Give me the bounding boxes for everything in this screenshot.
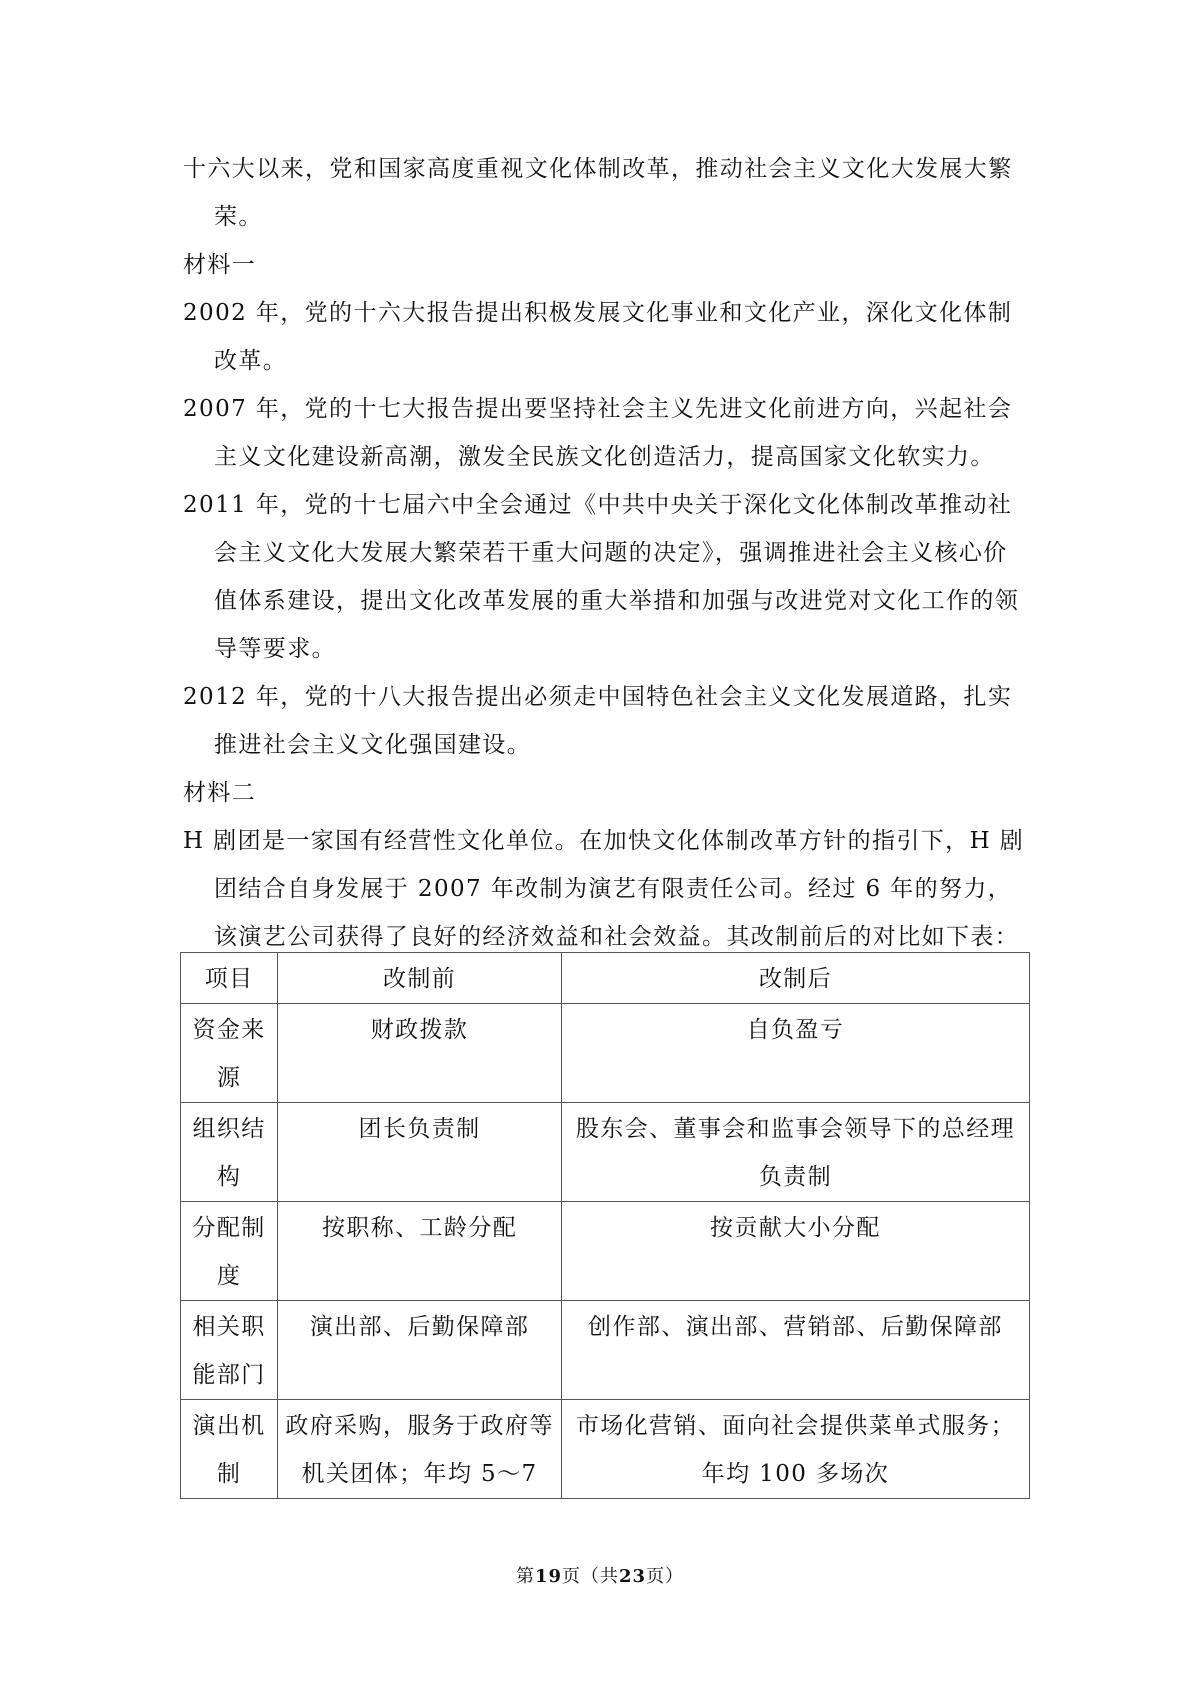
footer-prefix: 第 bbox=[515, 1566, 535, 1587]
table-cell-item: 相关职能部门 bbox=[181, 1301, 278, 1400]
table-cell-after: 按贡献大小分配 bbox=[561, 1202, 1029, 1301]
table-header-row bbox=[181, 953, 1030, 1004]
footer-page-number: 19 bbox=[534, 1566, 562, 1587]
table-header-cell: 改制后 bbox=[561, 953, 1029, 1004]
intro-paragraph: 十六大以来，党和国家高度重视文化体制改革，推动社会主义文化大发展大繁荣。 bbox=[183, 156, 1013, 230]
table-cell-before: 政府采购，服务于政府等机关团体；年均 5～7 bbox=[278, 1400, 562, 1499]
table-row bbox=[181, 1400, 1030, 1499]
table-cell-before: 团长负责制 bbox=[278, 1103, 562, 1202]
table-header-cell: 项目 bbox=[181, 953, 278, 1004]
table-row bbox=[181, 1004, 1030, 1103]
material1-item: 2012 年，党的十八大报告提出必须走中国特色社会主义文化发展道路，扎实推进社会主义文化强国建设。 bbox=[183, 684, 1013, 758]
material2-paragraph: H 剧团是一家国有经营性文化单位。在加快文化体制改革方针的指引下，H 剧团结合自身发展于 2007 年改制为演艺有限责任公司。经过 6 年的努力，该演艺公司获得了良好的经济效益和社会效益。其改制前后的对比如下表： bbox=[183, 828, 1025, 950]
material1-label: 材料一 bbox=[183, 252, 257, 278]
material1-item: 2011 年，党的十七届六中全会通过《中共中央关于深化文化体制改革推动社会主义文化大发展大繁荣若干重大问题的决定》，强调推进社会主义核心价值体系建设，提出文化改革发展的重大举措和加强与改进党对文化工作的领导等要求。 bbox=[183, 492, 1020, 662]
table-row bbox=[181, 1301, 1030, 1400]
table-cell-before: 按职称、工龄分配 bbox=[278, 1202, 562, 1301]
material2-label: 材料二 bbox=[183, 780, 257, 806]
footer-total-pages: 23 bbox=[619, 1566, 647, 1587]
table-cell-before: 演出部、后勤保障部 bbox=[278, 1301, 562, 1400]
material1-item: 2007 年，党的十七大报告提出要坚持社会主义先进文化前进方向，兴起社会主义文化建设新高潮，激发全民族文化创造活力，提高国家文化软实力。 bbox=[183, 396, 1013, 470]
footer-middle: 页（共 bbox=[562, 1566, 619, 1587]
document-body bbox=[183, 145, 1030, 961]
table-row bbox=[181, 1202, 1030, 1301]
table-cell-after: 自负盈亏 bbox=[561, 1004, 1029, 1103]
table-row bbox=[181, 1103, 1030, 1202]
table-cell-item: 资金来源 bbox=[181, 1004, 278, 1103]
comparison-table bbox=[180, 952, 1030, 1499]
table-cell-item: 分配制度 bbox=[181, 1202, 278, 1301]
table-header-cell: 改制前 bbox=[278, 953, 562, 1004]
table-cell-after: 市场化营销、面向社会提供菜单式服务；年均 100 多场次 bbox=[561, 1400, 1029, 1499]
table-cell-item: 演出机制 bbox=[181, 1400, 278, 1499]
footer-suffix: 页） bbox=[646, 1566, 685, 1587]
table-cell-after: 创作部、演出部、营销部、后勤保障部 bbox=[561, 1301, 1029, 1400]
table-cell-before: 财政拨款 bbox=[278, 1004, 562, 1103]
table-cell-after: 股东会、董事会和监事会领导下的总经理负责制 bbox=[561, 1103, 1029, 1202]
material1-item: 2002 年，党的十六大报告提出积极发展文化事业和文化产业，深化文化体制改革。 bbox=[183, 300, 1013, 374]
page-footer bbox=[0, 1562, 1200, 1588]
table-cell-item: 组织结构 bbox=[181, 1103, 278, 1202]
